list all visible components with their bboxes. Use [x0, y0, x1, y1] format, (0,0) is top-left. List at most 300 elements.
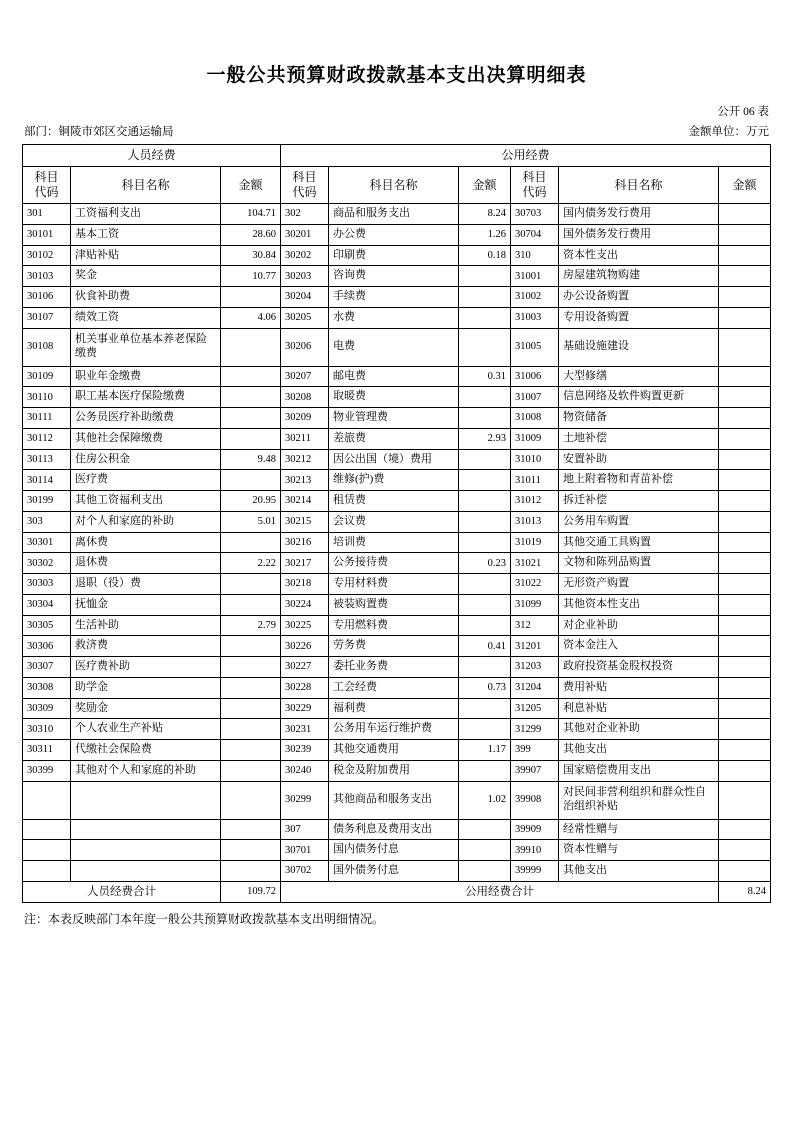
- public-name-a: 福利费: [329, 698, 459, 719]
- table-row: [23, 615, 771, 636]
- header-code-line1: 科目: [292, 170, 317, 184]
- personnel-name: 其他对个人和家庭的补助: [71, 760, 221, 781]
- personnel-name: 机关事业单位基本养老保险缴费: [71, 328, 221, 366]
- public-name-a: 因公出国（境）费用: [329, 449, 459, 470]
- public-code-b: 39909: [511, 819, 559, 840]
- personnel-code: 30399: [23, 760, 71, 781]
- public-code-a: 30213: [281, 470, 329, 491]
- personnel-amount: [221, 594, 281, 615]
- public-name-b: 资本性赠与: [559, 840, 719, 861]
- public-name-b: 土地补偿: [559, 428, 719, 449]
- public-name-a: 物业管理费: [329, 408, 459, 429]
- public-code-b: 30704: [511, 224, 559, 245]
- public-amount-b: [719, 511, 771, 532]
- table-header-groups: [23, 145, 771, 167]
- public-name-b: 其他对企业补助: [559, 719, 719, 740]
- personnel-name: 奖金: [71, 266, 221, 287]
- table-row: [23, 366, 771, 387]
- public-name-b: 国内债务发行费用: [559, 204, 719, 225]
- personnel-amount: [221, 861, 281, 882]
- public-name-b: 办公设备购置: [559, 287, 719, 308]
- personnel-name: 救济费: [71, 636, 221, 657]
- public-amount-a: [459, 470, 511, 491]
- personnel-amount: [221, 657, 281, 678]
- personnel-code: 30311: [23, 740, 71, 761]
- personnel-amount: [221, 574, 281, 595]
- table-row: [23, 491, 771, 512]
- personnel-code: 30309: [23, 698, 71, 719]
- public-name-a: 国外债务付息: [329, 861, 459, 882]
- department-info: [24, 123, 174, 139]
- public-amount-a: 0.73: [459, 677, 511, 698]
- public-code-b: 31099: [511, 594, 559, 615]
- personnel-name: 津贴补贴: [71, 245, 221, 266]
- department-label: 部门：: [24, 126, 59, 138]
- public-code-b: 31205: [511, 698, 559, 719]
- public-code-b: 31006: [511, 366, 559, 387]
- public-code-b: 31299: [511, 719, 559, 740]
- public-code-a: 30212: [281, 449, 329, 470]
- public-name-a: 印刷费: [329, 245, 459, 266]
- table-row: [23, 840, 771, 861]
- public-code-b: 39999: [511, 861, 559, 882]
- table-row: [23, 287, 771, 308]
- public-code-b: 31010: [511, 449, 559, 470]
- public-name-b: 其他资本性支出: [559, 594, 719, 615]
- public-amount-a: [459, 266, 511, 287]
- public-code-b: 31022: [511, 574, 559, 595]
- header-code-1: [23, 167, 71, 204]
- public-code-a: 30201: [281, 224, 329, 245]
- public-name-a: 水费: [329, 307, 459, 328]
- personnel-code: 30102: [23, 245, 71, 266]
- personnel-name: 个人农业生产补贴: [71, 719, 221, 740]
- header-name-3: 科目名称: [559, 167, 719, 204]
- public-code-a: 30215: [281, 511, 329, 532]
- public-amount-b: [719, 760, 771, 781]
- personnel-code: 30113: [23, 449, 71, 470]
- public-code-a: 30216: [281, 532, 329, 553]
- table-row: [23, 224, 771, 245]
- public-amount-a: [459, 861, 511, 882]
- public-code-b: 31013: [511, 511, 559, 532]
- budget-table: [22, 144, 771, 903]
- personnel-amount: 2.22: [221, 553, 281, 574]
- personnel-code: 30303: [23, 574, 71, 595]
- public-code-a: 30227: [281, 657, 329, 678]
- public-name-b: 利息补贴: [559, 698, 719, 719]
- public-amount-a: 0.31: [459, 366, 511, 387]
- personnel-code: 30301: [23, 532, 71, 553]
- public-name-b: 信息网络及软件购置更新: [559, 387, 719, 408]
- personnel-code: 30305: [23, 615, 71, 636]
- public-amount-b: [719, 636, 771, 657]
- personnel-name: 对个人和家庭的补助: [71, 511, 221, 532]
- public-amount-b: [719, 449, 771, 470]
- personnel-amount: [221, 328, 281, 366]
- public-amount-a: 1.26: [459, 224, 511, 245]
- public-amount-a: 0.18: [459, 245, 511, 266]
- public-amount-b: [719, 328, 771, 366]
- public-code-a: 30208: [281, 387, 329, 408]
- header-name-2: 科目名称: [329, 167, 459, 204]
- public-code-a: 30203: [281, 266, 329, 287]
- public-amount-a: [459, 491, 511, 512]
- public-code-b: 310: [511, 245, 559, 266]
- public-code-a: 30204: [281, 287, 329, 308]
- public-amount-b: [719, 657, 771, 678]
- public-name-a: 税金及附加费用: [329, 760, 459, 781]
- public-name-b: 拆迁补偿: [559, 491, 719, 512]
- header-code-line1: 科目: [522, 170, 547, 184]
- public-name-b: 物资储备: [559, 408, 719, 429]
- personnel-amount: [221, 366, 281, 387]
- public-amount-b: [719, 781, 771, 819]
- public-name-b: 对民间非营利组织和群众性自治组织补贴: [559, 781, 719, 819]
- public-code-a: 30205: [281, 307, 329, 328]
- personnel-amount: [221, 636, 281, 657]
- header-code-line2: 代码: [522, 185, 547, 199]
- public-code-a: 30702: [281, 861, 329, 882]
- public-code-a: 30226: [281, 636, 329, 657]
- public-amount-b: [719, 408, 771, 429]
- personnel-name: 公务员医疗补助缴费: [71, 408, 221, 429]
- table-row: [23, 719, 771, 740]
- table-row: [23, 428, 771, 449]
- public-amount-b: [719, 470, 771, 491]
- public-name-a: 办公费: [329, 224, 459, 245]
- public-name-b: 无形资产购置: [559, 574, 719, 595]
- public-name-a: 劳务费: [329, 636, 459, 657]
- page-title: 一般公共预算财政拨款基本支出决算明细表: [206, 65, 587, 86]
- personnel-amount: [221, 760, 281, 781]
- public-code-a: 30701: [281, 840, 329, 861]
- public-amount-b: [719, 366, 771, 387]
- public-amount-a: [459, 698, 511, 719]
- table-row: [23, 470, 771, 491]
- public-amount-b: [719, 307, 771, 328]
- personnel-name: 奖励金: [71, 698, 221, 719]
- personnel-amount: 2.79: [221, 615, 281, 636]
- public-code-b: 39908: [511, 781, 559, 819]
- public-name-a: 公务用车运行维护费: [329, 719, 459, 740]
- personnel-code: 30109: [23, 366, 71, 387]
- header-code-line1: 科目: [34, 170, 59, 184]
- public-name-b: 文物和陈列品购置: [559, 553, 719, 574]
- personnel-name: 其他社会保障缴费: [71, 428, 221, 449]
- public-name-a: 商品和服务支出: [329, 204, 459, 225]
- public-name-a: 差旅费: [329, 428, 459, 449]
- public-name-b: 政府投资基金股权投资: [559, 657, 719, 678]
- personnel-amount: [221, 408, 281, 429]
- table-row: [23, 387, 771, 408]
- personnel-code: 30306: [23, 636, 71, 657]
- personnel-code: 30108: [23, 328, 71, 366]
- personnel-amount: [221, 470, 281, 491]
- table-row: [23, 245, 771, 266]
- header-code-line2: 代码: [34, 185, 59, 199]
- personnel-amount: [221, 740, 281, 761]
- header-amount-1: 金额: [221, 167, 281, 204]
- table-body: [23, 204, 771, 882]
- personnel-code: 301: [23, 204, 71, 225]
- public-name-b: 房屋建筑物购建: [559, 266, 719, 287]
- table-row: [23, 698, 771, 719]
- public-code-b: 31012: [511, 491, 559, 512]
- personnel-amount: 104.71: [221, 204, 281, 225]
- public-amount-b: [719, 491, 771, 512]
- personnel-name: [71, 840, 221, 861]
- public-name-a: 会议费: [329, 511, 459, 532]
- public-name-b: 安置补助: [559, 449, 719, 470]
- public-code-b: 31201: [511, 636, 559, 657]
- personnel-code: 30307: [23, 657, 71, 678]
- table-row: [23, 594, 771, 615]
- personnel-amount: 4.06: [221, 307, 281, 328]
- public-code-b: 31008: [511, 408, 559, 429]
- table-row: [23, 819, 771, 840]
- personnel-amount: [221, 677, 281, 698]
- public-code-b: 31002: [511, 287, 559, 308]
- header-code-3: [511, 167, 559, 204]
- public-name-a: 委托业务费: [329, 657, 459, 678]
- public-name-a: 咨询费: [329, 266, 459, 287]
- public-amount-a: 8.24: [459, 204, 511, 225]
- public-amount-a: [459, 307, 511, 328]
- public-amount-a: [459, 719, 511, 740]
- public-amount-a: [459, 819, 511, 840]
- personnel-amount: 10.77: [221, 266, 281, 287]
- public-code-b: 399: [511, 740, 559, 761]
- public-name-b: 资本性支出: [559, 245, 719, 266]
- header-amount-3: 金额: [719, 167, 771, 204]
- personnel-name: 助学金: [71, 677, 221, 698]
- table-row: [23, 657, 771, 678]
- public-amount-b: [719, 861, 771, 882]
- public-code-b: 31204: [511, 677, 559, 698]
- personnel-total-value: 109.72: [221, 881, 281, 902]
- personnel-code: 303: [23, 511, 71, 532]
- public-amount-b: [719, 224, 771, 245]
- personnel-name: 职业年金缴费: [71, 366, 221, 387]
- personnel-code: 30114: [23, 470, 71, 491]
- personnel-amount: [221, 781, 281, 819]
- table-row: [23, 636, 771, 657]
- table-row: [23, 574, 771, 595]
- public-name-a: 租赁费: [329, 491, 459, 512]
- personnel-code: 30101: [23, 224, 71, 245]
- public-name-a: 手续费: [329, 287, 459, 308]
- personnel-code: 30304: [23, 594, 71, 615]
- meta-row: [22, 123, 771, 139]
- public-name-a: 债务利息及费用支出: [329, 819, 459, 840]
- public-amount-a: 1.02: [459, 781, 511, 819]
- public-name-a: 专用燃料费: [329, 615, 459, 636]
- header-code-line2: 代码: [292, 185, 317, 199]
- public-name-a: 培训费: [329, 532, 459, 553]
- public-code-b: 31011: [511, 470, 559, 491]
- public-amount-a: 1.17: [459, 740, 511, 761]
- table-row: [23, 532, 771, 553]
- public-code-a: 30218: [281, 574, 329, 595]
- public-code-b: 31007: [511, 387, 559, 408]
- personnel-amount: [221, 840, 281, 861]
- personnel-amount: [221, 719, 281, 740]
- public-amount-b: [719, 204, 771, 225]
- public-amount-b: [719, 387, 771, 408]
- public-code-b: 31203: [511, 657, 559, 678]
- personnel-code: 30302: [23, 553, 71, 574]
- public-name-b: 其他交通工具购置: [559, 532, 719, 553]
- public-amount-a: [459, 328, 511, 366]
- table-row: [23, 307, 771, 328]
- personnel-name: 职工基本医疗保险缴费: [71, 387, 221, 408]
- table-row: [23, 760, 771, 781]
- table-note: 注：本表反映部门本年度一般公共预算财政拨款基本支出明细情况。: [24, 912, 385, 927]
- public-code-b: 31019: [511, 532, 559, 553]
- public-code-a: 30231: [281, 719, 329, 740]
- personnel-code: 30103: [23, 266, 71, 287]
- personnel-code: [23, 781, 71, 819]
- public-code-a: 30214: [281, 491, 329, 512]
- personnel-name: 退职（役）费: [71, 574, 221, 595]
- public-amount-a: [459, 532, 511, 553]
- public-code-a: 30207: [281, 366, 329, 387]
- public-name-b: 公务用车购置: [559, 511, 719, 532]
- public-code-a: 30211: [281, 428, 329, 449]
- public-amount-b: [719, 287, 771, 308]
- public-name-b: 对企业补助: [559, 615, 719, 636]
- public-amount-b: [719, 677, 771, 698]
- personnel-code: 30106: [23, 287, 71, 308]
- public-code-a: 302: [281, 204, 329, 225]
- public-amount-b: [719, 719, 771, 740]
- header-group-personnel: 人员经费: [23, 145, 281, 167]
- public-code-b: 31003: [511, 307, 559, 328]
- form-code: 公开 06 表: [717, 106, 769, 118]
- public-name-a: 取暖费: [329, 387, 459, 408]
- personnel-name: 其他工资福利支出: [71, 491, 221, 512]
- personnel-amount: [221, 428, 281, 449]
- table-row: [23, 449, 771, 470]
- public-code-a: 30224: [281, 594, 329, 615]
- personnel-amount: [221, 698, 281, 719]
- table-row: [23, 861, 771, 882]
- personnel-code: 30107: [23, 307, 71, 328]
- personnel-name: 工资福利支出: [71, 204, 221, 225]
- table-row: [23, 328, 771, 366]
- public-name-b: 其他支出: [559, 861, 719, 882]
- personnel-amount: [221, 387, 281, 408]
- public-name-a: 被装购置费: [329, 594, 459, 615]
- personnel-amount: [221, 819, 281, 840]
- personnel-code: 30308: [23, 677, 71, 698]
- public-total-label: 公用经费合计: [281, 881, 719, 902]
- personnel-name: 基本工资: [71, 224, 221, 245]
- public-amount-b: [719, 615, 771, 636]
- public-code-b: 312: [511, 615, 559, 636]
- public-amount-a: [459, 408, 511, 429]
- table-row: [23, 553, 771, 574]
- public-code-a: 30217: [281, 553, 329, 574]
- table-row: [23, 204, 771, 225]
- table-row: [23, 781, 771, 819]
- personnel-code: 30199: [23, 491, 71, 512]
- public-amount-b: [719, 819, 771, 840]
- public-amount-a: [459, 615, 511, 636]
- table-row: [23, 266, 771, 287]
- public-code-a: 30225: [281, 615, 329, 636]
- personnel-name: [71, 819, 221, 840]
- personnel-code: 30111: [23, 408, 71, 429]
- public-name-b: 其他支出: [559, 740, 719, 761]
- personnel-code: 30310: [23, 719, 71, 740]
- header-name-1: 科目名称: [71, 167, 221, 204]
- public-name-a: 专用材料费: [329, 574, 459, 595]
- public-amount-a: 0.23: [459, 553, 511, 574]
- personnel-name: 绩效工资: [71, 307, 221, 328]
- table-row: [23, 677, 771, 698]
- table-row: [23, 408, 771, 429]
- public-name-b: 基础设施建设: [559, 328, 719, 366]
- header-amount-2: 金额: [459, 167, 511, 204]
- personnel-name: 医疗费补助: [71, 657, 221, 678]
- personnel-code: 30112: [23, 428, 71, 449]
- public-name-b: 资本金注入: [559, 636, 719, 657]
- public-code-a: 30228: [281, 677, 329, 698]
- public-amount-b: [719, 594, 771, 615]
- public-amount-b: [719, 740, 771, 761]
- personnel-name: 伙食补助费: [71, 287, 221, 308]
- public-name-b: 国外债务发行费用: [559, 224, 719, 245]
- unit-label: 金额单位：万元: [688, 126, 769, 138]
- personnel-name: 代缴社会保险费: [71, 740, 221, 761]
- table-row: [23, 740, 771, 761]
- public-code-b: 31021: [511, 553, 559, 574]
- public-code-a: 307: [281, 819, 329, 840]
- public-amount-b: [719, 698, 771, 719]
- public-code-a: 30209: [281, 408, 329, 429]
- personnel-amount: 28.60: [221, 224, 281, 245]
- public-amount-a: [459, 760, 511, 781]
- public-code-b: 39907: [511, 760, 559, 781]
- personnel-name: 抚恤金: [71, 594, 221, 615]
- public-code-b: 31001: [511, 266, 559, 287]
- public-code-a: 30202: [281, 245, 329, 266]
- public-amount-a: [459, 387, 511, 408]
- public-name-a: 其他交通费用: [329, 740, 459, 761]
- public-amount-b: [719, 553, 771, 574]
- personnel-name: 离休费: [71, 532, 221, 553]
- public-amount-a: [459, 449, 511, 470]
- personnel-amount: 5.01: [221, 511, 281, 532]
- public-amount-a: [459, 287, 511, 308]
- public-amount-b: [719, 245, 771, 266]
- public-name-a: 工会经费: [329, 677, 459, 698]
- personnel-code: [23, 861, 71, 882]
- public-name-b: 经常性赠与: [559, 819, 719, 840]
- public-name-a: 公务接待费: [329, 553, 459, 574]
- personnel-name: 生活补助: [71, 615, 221, 636]
- table-footer: [23, 881, 771, 902]
- header-code-2: [281, 167, 329, 204]
- public-amount-a: [459, 594, 511, 615]
- public-code-a: 30239: [281, 740, 329, 761]
- public-amount-a: [459, 657, 511, 678]
- personnel-name: 退休费: [71, 553, 221, 574]
- public-name-b: 专用设备购置: [559, 307, 719, 328]
- public-name-a: 其他商品和服务支出: [329, 781, 459, 819]
